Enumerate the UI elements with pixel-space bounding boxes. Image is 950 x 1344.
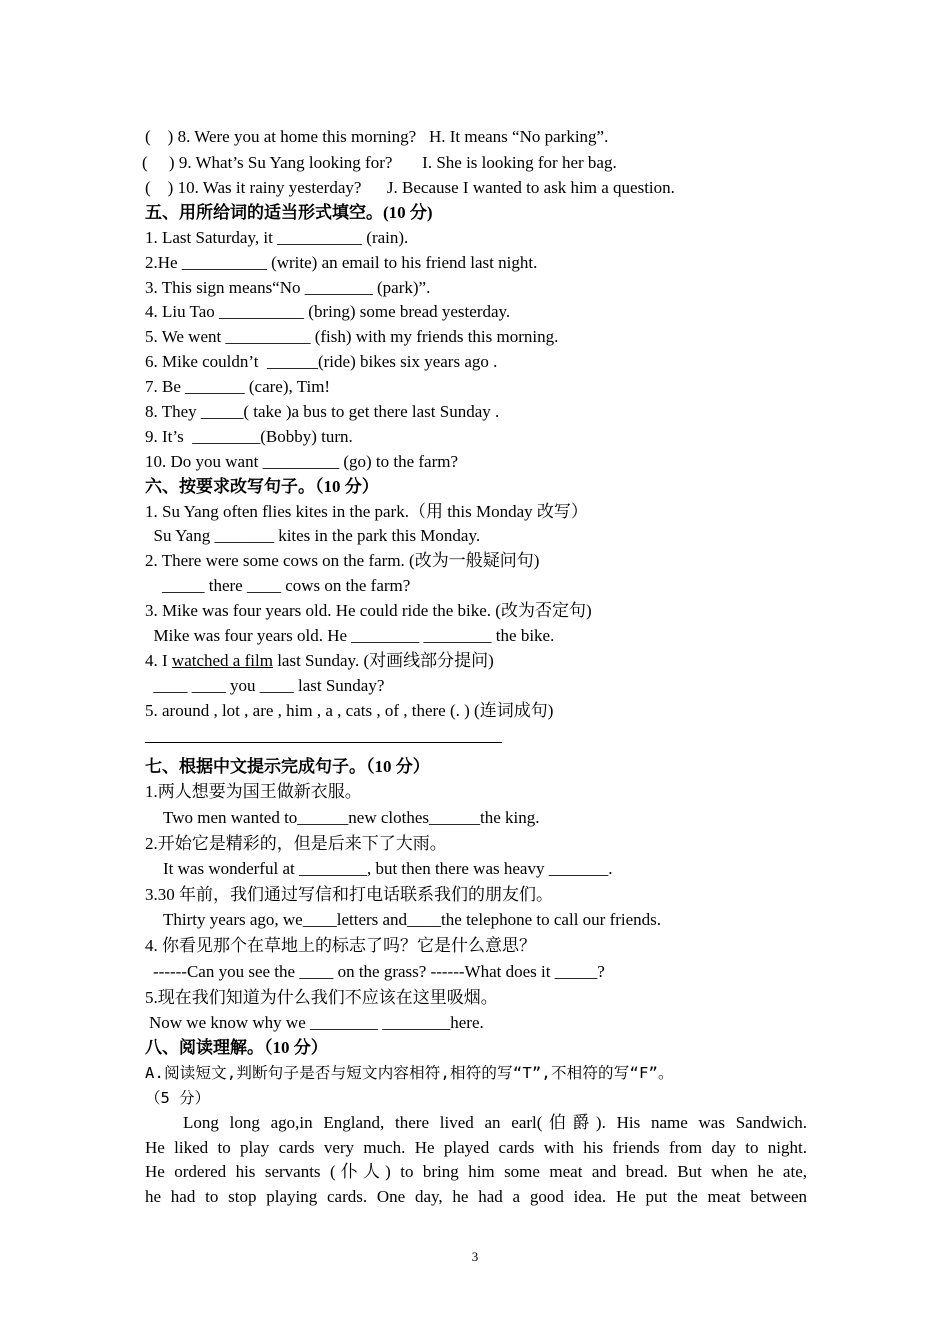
- translate-cn-2: 2.开始它是精彩的，但是后来下了大雨。: [145, 833, 447, 853]
- fill-item-10: 10. Do you want _________ (go) to the farm?: [145, 451, 459, 471]
- passage-line-2: He liked to play cards very much. He played cards with his friends from day to night.: [145, 1137, 807, 1157]
- reading-instruction: A.阅读短文,判断句子是否与短文内容相符,相符的写“T”,不相符的写“F”。: [145, 1063, 674, 1082]
- rewrite-question-2: 2. There were some cows on the farm. (改为一般疑问句): [145, 551, 540, 571]
- answer-line: [145, 742, 502, 743]
- section-7-heading: 七、根据中文提示完成句子。（10 分）: [145, 756, 430, 776]
- translate-cn-5: 5.现在我们知道为什么我们不应该在这里吸烟。: [145, 987, 498, 1007]
- fill-item-5: 5. We went __________ (fish) with my friends this morning.: [145, 327, 559, 347]
- rewrite-q4-prefix: 4. I: [145, 650, 172, 670]
- fill-item-6: 6. Mike couldn’t ______(ride) bikes six years ago .: [145, 352, 498, 372]
- rewrite-question-5: 5. around , lot , are , him , a , cats , of , there (. ) (连词成句): [145, 700, 554, 720]
- translate-en-1: Two men wanted to______new clothes______the king.: [163, 807, 540, 827]
- rewrite-answer-2: _____ there ____ cows on the farm?: [145, 576, 411, 596]
- passage-line-1: Long long ago,in England, there lived an earl(伯爵). His name was Sandwich.: [183, 1112, 807, 1132]
- passage-line-3: He ordered his servants (仆人) to bring him some meat and bread. But when he ate,: [145, 1162, 807, 1182]
- underlined-phrase: watched a film: [171, 650, 273, 670]
- fill-item-9: 9. It’s ________(Bobby) turn.: [145, 426, 353, 446]
- fill-item-2: 2.He __________ (write) an email to his friend last night.: [145, 252, 538, 272]
- reading-instruction-points: （5 分）: [145, 1088, 211, 1107]
- worksheet-page: [142, 124, 807, 1210]
- section-6-heading: 六、按要求改写句子。（10 分）: [145, 476, 379, 496]
- translate-en-2: It was wonderful at ________, but then there was heavy _______.: [163, 859, 613, 879]
- fill-item-3: 3. This sign means“No ________ (park)”.: [145, 277, 431, 297]
- page-number: 3: [471, 1249, 479, 1264]
- matching-item-9: ( ) 9. What’s Su Yang looking for? I. She is looking for her bag.: [142, 153, 617, 172]
- rewrite-answer-1: Su Yang _______ kites in the park this Monday.: [145, 526, 481, 546]
- rewrite-answer-3: Mike was four years old. He ________ ________ the bike.: [145, 626, 555, 646]
- translate-cn-4: 4. 你看见那个在草地上的标志了吗？它是什么意思？: [145, 936, 536, 956]
- rewrite-question-1: 1. Su Yang often flies kites in the park.（用 this Monday 改写）: [145, 501, 588, 521]
- translate-cn-3: 3.30 年前，我们通过写信和打电话联系我们的朋友们。: [145, 885, 553, 905]
- fill-item-8: 8. They _____( take )a bus to get there last Sunday .: [145, 402, 500, 422]
- fill-item-4: 4. Liu Tao __________ (bring) some bread yesterday.: [145, 302, 511, 322]
- translate-en-4: ------Can you see the ____ on the grass? ------What does it _____?: [153, 961, 605, 981]
- matching-item-10: ( ) 10. Was it rainy yesterday? J. Because I wanted to ask him a question.: [145, 178, 675, 197]
- translate-en-3: Thirty years ago, we____letters and____the telephone to call our friends.: [163, 910, 662, 930]
- fill-item-7: 7. Be _______ (care), Tim!: [145, 377, 331, 397]
- fill-item-1: 1. Last Saturday, it __________ (rain).: [145, 227, 409, 247]
- rewrite-answer-4: ____ ____ you ____ last Sunday?: [145, 675, 385, 695]
- translate-en-5: Now we know why we ________ ________here.: [149, 1012, 484, 1032]
- section-5-heading: 五、用所给词的适当形式填空。(10 分): [145, 202, 433, 222]
- rewrite-question-3: 3. Mike was four years old. He could ride the bike. (改为否定句): [145, 601, 592, 621]
- passage-line-4: he had to stop playing cards. One day, he had a good idea. He put the meat between: [145, 1187, 807, 1207]
- translate-cn-1: 1.两人想要为国王做新衣服。: [145, 782, 362, 802]
- matching-item-8: ( ) 8. Were you at home this morning? H. It means “No parking”.: [145, 127, 609, 146]
- rewrite-question-4: [145, 649, 807, 674]
- rewrite-q4-suffix: last Sunday. (对画线部分提问): [272, 650, 494, 670]
- section-8-heading: 八、阅读理解。（10 分）: [145, 1037, 328, 1057]
